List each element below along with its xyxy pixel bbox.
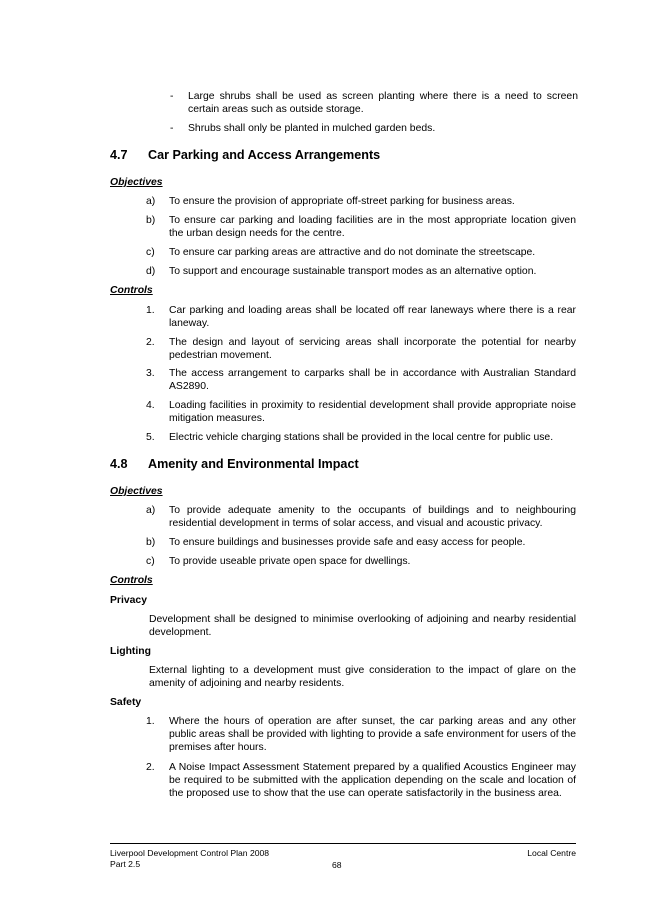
lighting-text: External lighting to a development must give consideration to the impact of glare on the amenity of adjoining and nearby residents. <box>149 665 576 690</box>
footer-section-name: Local Centre <box>527 848 576 858</box>
section-number: 4.7 <box>110 148 128 162</box>
item-text: Where the hours of operation are after sunset, the car parking areas and any other public areas shall be provided with lighting to provide a safe environment for users of the premises after hours. <box>169 716 576 754</box>
footer-divider <box>110 843 576 844</box>
item-marker: c) <box>146 247 155 258</box>
bullet-text: Large shrubs shall be used as screen planting where there is a need to screen certain areas such as outside storage. <box>188 91 578 116</box>
item-text: To ensure buildings and businesses provide safe and easy access for people. <box>169 537 526 548</box>
item-text: The access arrangement to carparks shall be in accordance with Australian Standard AS2890. <box>169 368 576 393</box>
item-text: A Noise Impact Assessment Statement prepared by a qualified Acoustics Engineer may be required to be submitted with the application depending on the scale and location of the proposed use to show that the use can operate satisfactorily in the business area. <box>169 762 576 800</box>
item-text: To provide adequate amenity to the occupants of buildings and to neighbouring residential development in terms of solar access, and visual and acoustic privacy. <box>169 505 576 530</box>
privacy-text: Development shall be designed to minimise overlooking of adjoining and nearby residential development. <box>149 614 576 639</box>
objectives-heading: Objectives <box>110 486 163 497</box>
item-text: To ensure car parking and loading facilities are in the most appropriate location given the urban design needs for the centre. <box>169 215 576 240</box>
bullet-marker: - <box>170 123 174 134</box>
controls-heading: Controls <box>110 575 153 586</box>
controls-heading: Controls <box>110 285 153 296</box>
item-marker: d) <box>146 266 156 277</box>
item-text: To support and encourage sustainable transport modes as an alternative option. <box>169 266 537 277</box>
item-marker: 4. <box>146 400 155 411</box>
item-marker: b) <box>146 537 156 548</box>
footer-part: Part 2.5 <box>110 859 141 869</box>
item-marker: 1. <box>146 716 155 727</box>
safety-heading: Safety <box>110 697 142 708</box>
item-text: To provide useable private open space for dwellings. <box>169 556 411 567</box>
item-text: To ensure car parking areas are attractive and do not dominate the streetscape. <box>169 247 536 258</box>
objectives-heading: Objectives <box>110 177 163 188</box>
section-title: Car Parking and Access Arrangements <box>148 148 381 162</box>
privacy-heading: Privacy <box>110 595 147 606</box>
item-marker: a) <box>146 505 156 516</box>
item-text: Electric vehicle charging stations shall be provided in the local centre for public use. <box>169 432 554 443</box>
bullet-text: Shrubs shall only be planted in mulched garden beds. <box>188 123 436 134</box>
item-marker: c) <box>146 556 155 567</box>
item-marker: 2. <box>146 337 155 348</box>
section-title: Amenity and Environmental Impact <box>148 457 359 471</box>
page-number: 68 <box>332 860 342 870</box>
item-marker: 3. <box>146 368 155 379</box>
item-text: Loading facilities in proximity to residential development shall provide appropriate noise mitigation measures. <box>169 400 576 425</box>
item-marker: b) <box>146 215 156 226</box>
item-text: The design and layout of servicing areas shall incorporate the potential for nearby pedestrian movement. <box>169 337 576 362</box>
section-number: 4.8 <box>110 457 128 471</box>
item-marker: a) <box>146 196 156 207</box>
item-marker: 2. <box>146 762 155 773</box>
item-marker: 1. <box>146 305 155 316</box>
item-text: Car parking and loading areas shall be located off rear laneways where there is a rear laneway. <box>169 305 576 330</box>
item-marker: 5. <box>146 432 155 443</box>
item-text: To ensure the provision of appropriate off-street parking for business areas. <box>169 196 515 207</box>
footer-doc-title: Liverpool Development Control Plan 2008 <box>110 848 270 858</box>
bullet-marker: - <box>170 91 174 102</box>
lighting-heading: Lighting <box>110 646 151 657</box>
